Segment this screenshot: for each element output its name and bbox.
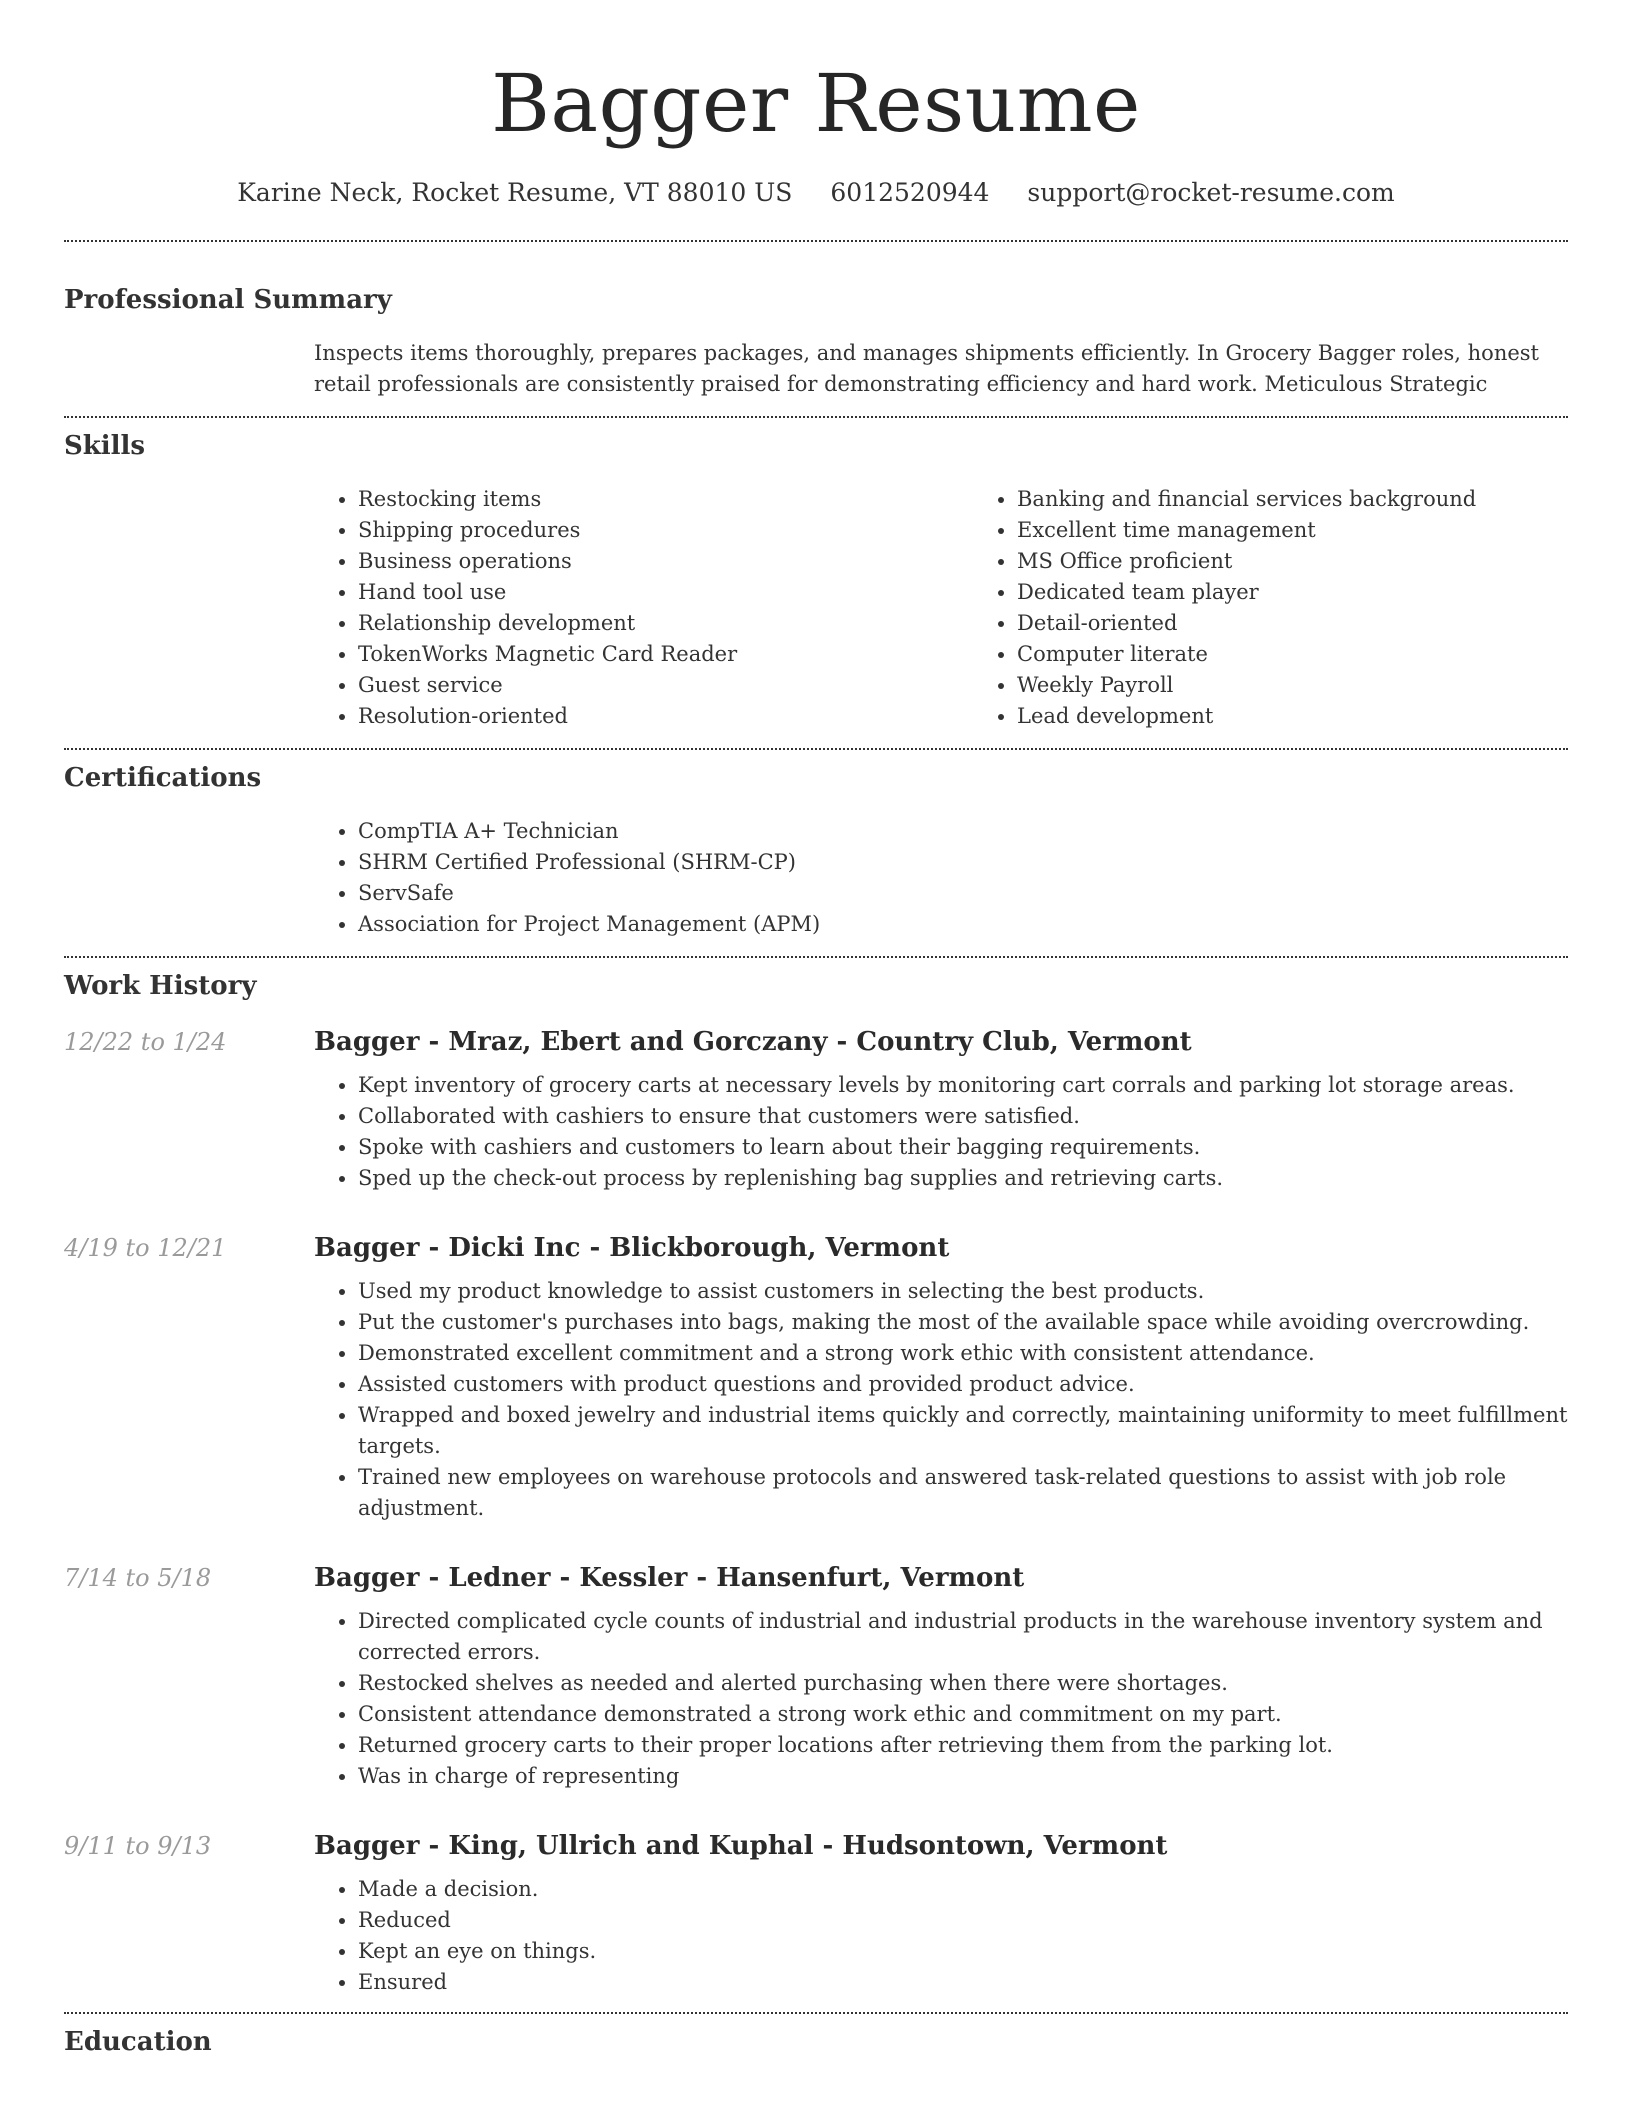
skills-left-column	[314, 484, 973, 732]
list-item: • Hand tool use	[358, 577, 973, 608]
resume-page	[64, 0, 1568, 2058]
divider-summary	[64, 416, 1568, 418]
list-item: • Consistent attendance demonstrated a strong work ethic and commitment on my part.	[358, 1699, 1568, 1730]
resume-title: Bagger Resume	[491, 57, 1141, 150]
work-history-heading: Work History	[64, 971, 257, 1001]
job-title: Bagger - King, Ullrich and Kuphal - Hudsontown, Vermont	[314, 1831, 1168, 1861]
contact-email: support@rocket-resume.com	[1027, 178, 1395, 207]
list-item: • ServSafe	[358, 878, 1568, 909]
job-entry	[64, 1562, 1568, 1792]
list-item: • Resolution-oriented	[358, 701, 973, 732]
list-item: • TokenWorks Magnetic Card Reader	[358, 639, 973, 670]
job-date: 4/19 to 12/21	[64, 1234, 227, 1262]
list-item: • Dedicated team player	[1017, 577, 1632, 608]
list-item: • CompTIA A+ Technician	[358, 816, 1568, 847]
divider-skills	[64, 748, 1568, 750]
list-item: • Shipping procedures	[358, 515, 973, 546]
list-item: • Excellent time management	[1017, 515, 1632, 546]
skills-right-column	[973, 484, 1632, 732]
job-date: 12/22 to 1/24	[64, 1028, 227, 1056]
list-item: • Banking and financial services background	[1017, 484, 1632, 515]
list-item: • Demonstrated excellent commitment and a strong work ethic with consistent attendance.	[358, 1338, 1568, 1369]
list-item: • Detail-oriented	[1017, 608, 1632, 639]
skills-list	[314, 484, 1568, 732]
contact-line	[64, 178, 1568, 208]
certifications-list	[314, 816, 1568, 940]
list-item: • Kept an eye on things.	[358, 1936, 1568, 1967]
list-item: • Kept inventory of grocery carts at necessary levels by monitoring cart corrals and parking lot storage areas.	[358, 1070, 1568, 1101]
list-item: • Made a decision.	[358, 1874, 1568, 1905]
list-item: • Directed complicated cycle counts of industrial and industrial products in the warehouse inventory system and corrected errors.	[358, 1606, 1568, 1668]
contact-phone: 6012520944	[830, 178, 990, 207]
list-item: • Lead development	[1017, 701, 1632, 732]
list-item: • MS Office proficient	[1017, 546, 1632, 577]
list-item: • Weekly Payroll	[1017, 670, 1632, 701]
list-item: • Business operations	[358, 546, 973, 577]
divider-header	[64, 240, 1568, 242]
job-entry	[64, 1232, 1568, 1524]
list-item: • Trained new employees on warehouse protocols and answered task-related questions to assist with job role adjustment.	[358, 1462, 1568, 1524]
list-item: • Put the customer's purchases into bags, making the most of the available space while avoiding overcrowding.	[358, 1307, 1568, 1338]
job-date: 9/11 to 9/13	[64, 1832, 212, 1860]
job-title: Bagger - Mraz, Ebert and Gorczany - Country Club, Vermont	[314, 1027, 1192, 1057]
list-item: • Used my product knowledge to assist customers in selecting the best products.	[358, 1276, 1568, 1307]
list-item: • Returned grocery carts to their proper locations after retrieving them from the parking lot.	[358, 1730, 1568, 1761]
job-title: Bagger - Ledner - Kessler - Hansenfurt, Vermont	[314, 1563, 1025, 1593]
summary-heading: Professional Summary	[64, 285, 392, 315]
job-title: Bagger - Dicki Inc - Blickborough, Vermont	[314, 1233, 950, 1263]
list-item: • Spoke with cashiers and customers to learn about their bagging requirements.	[358, 1132, 1568, 1163]
list-item: • Restocked shelves as needed and alerted purchasing when there were shortages.	[358, 1668, 1568, 1699]
list-item: • Restocking items	[358, 484, 973, 515]
list-item: • Guest service	[358, 670, 973, 701]
certifications-heading: Certifications	[64, 763, 262, 793]
contact-address: Karine Neck, Rocket Resume, VT 88010 US	[237, 178, 793, 207]
job-entry	[64, 1830, 1568, 1998]
job-date: 7/14 to 5/18	[64, 1564, 212, 1592]
list-item: • SHRM Certified Professional (SHRM-CP)	[358, 847, 1568, 878]
list-item: • Relationship development	[358, 608, 973, 639]
divider-certifications	[64, 956, 1568, 958]
skills-heading: Skills	[64, 431, 146, 461]
list-item: • Was in charge of representing	[358, 1761, 1568, 1792]
list-item: • Ensured	[358, 1967, 1568, 1998]
list-item: • Collaborated with cashiers to ensure that customers were satisfied.	[358, 1101, 1568, 1132]
list-item: • Association for Project Management (APM)	[358, 909, 1568, 940]
job-entry	[64, 1026, 1568, 1194]
list-item: • Reduced	[358, 1905, 1568, 1936]
list-item: • Computer literate	[1017, 639, 1632, 670]
summary-text: Inspects items thoroughly, prepares packages, and manages shipments efficiently. In Grocery Bagger roles, honest retail professionals are consistently praised for demonstrating efficiency and hard work. Meticulous Strategic	[314, 341, 1539, 396]
education-heading: Education	[64, 2027, 212, 2057]
list-item: • Wrapped and boxed jewelry and industrial items quickly and correctly, maintaining uniformity to meet fulfillment targets.	[358, 1400, 1568, 1462]
list-item: • Sped up the check-out process by replenishing bag supplies and retrieving carts.	[358, 1163, 1568, 1194]
divider-work-history	[64, 2012, 1568, 2014]
list-item: • Assisted customers with product questions and provided product advice.	[358, 1369, 1568, 1400]
